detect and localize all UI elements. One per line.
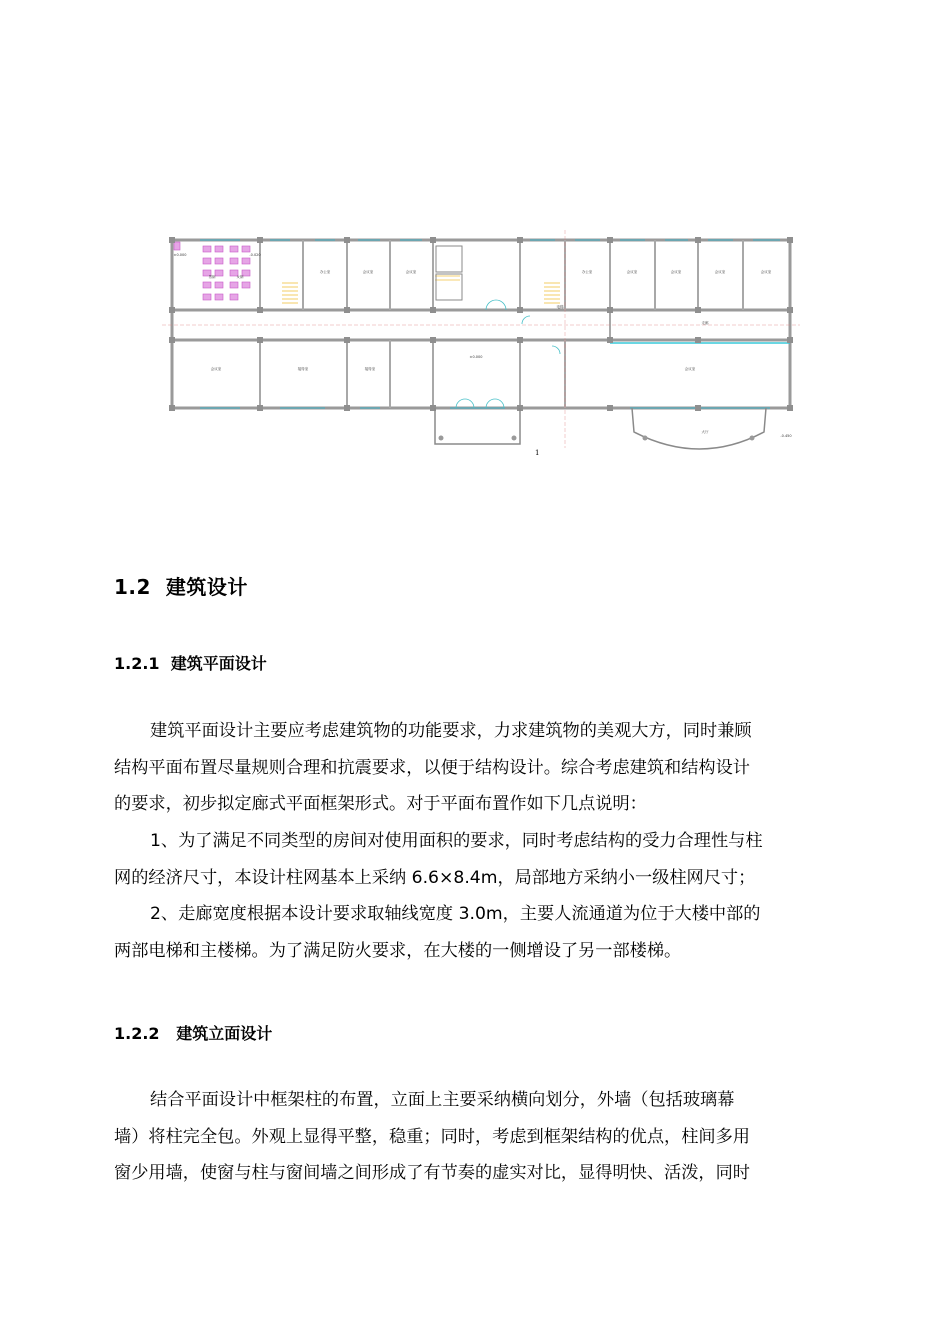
room-label: 会议室 xyxy=(405,270,417,274)
floor-plan-figure xyxy=(160,228,810,460)
elevation-label: ±0.000 xyxy=(469,355,483,359)
text-line: 1、为了满足不同类型的房间对使用面积的要求，同时考虑结构的受力合理性与柱 xyxy=(150,831,763,851)
plan-elevators xyxy=(436,246,462,300)
room-label: 会议室 xyxy=(760,270,772,274)
room-label: 接待室 xyxy=(297,367,309,371)
figure-axis-label: 1 xyxy=(535,449,540,457)
text-line: 结构平面布置尽量规则合理和抗震要求，以便于结构设计。综合考虑建筑和结构设计 xyxy=(114,757,750,778)
elevator-label: 电梯 xyxy=(556,305,564,309)
text-line: 网的经济尺寸，本设计柱网基本上采纳 6.6×8.4m，局部地方采纳小一级柱网尺寸； xyxy=(114,867,756,888)
elevation-label: -0.020 xyxy=(249,253,261,257)
text-line: 墙）将柱完全包。外观上显得平整，稳重；同时，考虑到框架结构的优点，柱间多用 xyxy=(114,1126,750,1147)
plan-partitions xyxy=(260,240,743,408)
paragraph-elevation xyxy=(114,1082,840,1192)
text-line: 两部电梯和主楼梯。为了满足防火要求，在大楼的一侧增设了另一部楼梯。 xyxy=(114,940,682,961)
section-title: 建筑设计 xyxy=(165,575,248,599)
text-line: 2、走廊宽度根据本设计要求取轴线宽度 3.0m，主要人流通道为位于大楼中部的 xyxy=(150,904,761,924)
text-line: 结合平面设计中框架柱的布置，立面上主要采纳横向划分，外墙（包括玻璃幕 xyxy=(150,1090,735,1110)
plan-stairs xyxy=(282,276,560,303)
room-label: 会议室 xyxy=(714,270,726,274)
paragraph-plan-point-2 xyxy=(114,896,840,969)
plan-toilets xyxy=(174,242,250,300)
subsection-heading-plan xyxy=(114,651,267,674)
room-label: 会议室 xyxy=(670,270,682,274)
room-label: 接待室 xyxy=(364,367,376,371)
room-label: 男厕 xyxy=(208,275,216,279)
paragraph-plan-point-1 xyxy=(114,823,840,896)
plan-entrance-columns xyxy=(439,436,755,441)
room-label: 女厕 xyxy=(236,275,244,279)
subsection-number: 1.2.2 xyxy=(114,1024,160,1043)
plan-columns xyxy=(169,237,793,411)
room-label: 会议室 xyxy=(684,367,696,371)
elevation-label: ±0.000 xyxy=(173,253,187,257)
plan-doors xyxy=(456,300,560,408)
section-number: 1.2 xyxy=(114,575,151,599)
room-label: 会议室 xyxy=(626,270,638,274)
plan-windows xyxy=(200,240,780,408)
text-line: 窗少用墙，使窗与柱与窗间墙之间形成了有节奏的虚实对比，显得明快、活泼，同时 xyxy=(114,1163,750,1183)
text-line: 建筑平面设计主要应考虑建筑物的功能要求，力求建筑物的美观大方，同时兼顾 xyxy=(150,721,752,741)
subsection-heading-elevation xyxy=(114,1021,272,1044)
paragraph-plan-intro xyxy=(114,713,840,823)
section-heading xyxy=(114,571,248,600)
room-label: 办公室 xyxy=(319,270,331,274)
subsection-number: 1.2.1 xyxy=(114,654,160,673)
subsection-title: 建筑立面设计 xyxy=(176,1024,273,1043)
hall-label: 大厅 xyxy=(701,430,709,434)
text-line: 的要求，初步拟定廊式平面框架形式。对于平面布置作如下几点说明： xyxy=(114,794,647,814)
room-label: 会议室 xyxy=(362,270,374,274)
plan-entrances xyxy=(435,408,766,449)
corridor-label: 走廊 xyxy=(701,321,709,325)
elevation-label: -0.450 xyxy=(780,434,792,438)
room-label: 办公室 xyxy=(581,270,593,274)
room-label: 会议室 xyxy=(210,367,222,371)
subsection-title: 建筑平面设计 xyxy=(170,654,267,673)
